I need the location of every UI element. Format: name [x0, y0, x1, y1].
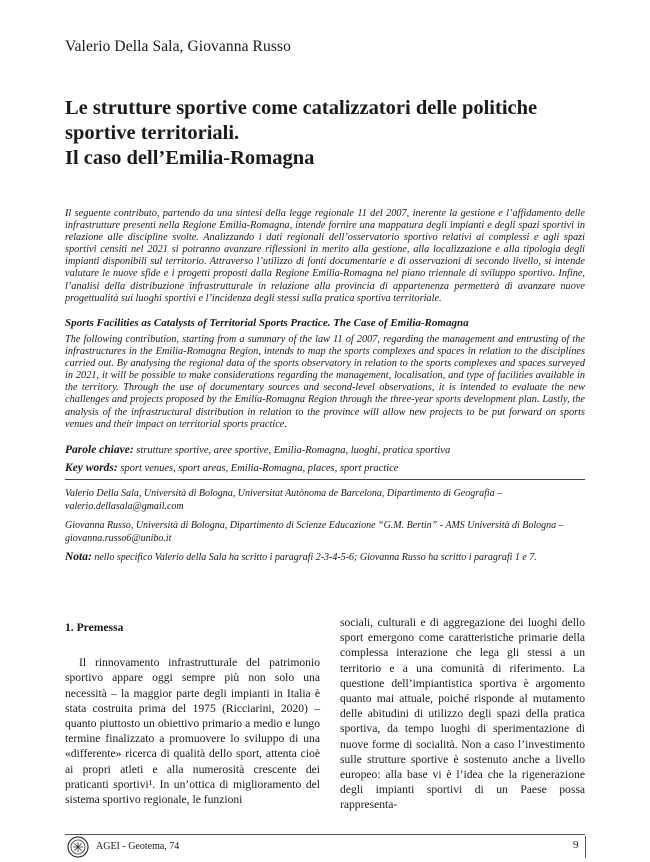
divider	[65, 479, 585, 480]
affiliation-1: Valerio Della Sala, Università di Bologna, Universitat Autònoma de Barcelona, Dipartimento di Geografia – valerio.dellasala@gmail.com	[65, 488, 503, 512]
body-column-right	[340, 615, 585, 813]
note-value: nello specifico Valerio della Sala ha scritto i paragrafi 2-3-4-5-6; Giovanna Russo ha scritto i paragrafi 1 e 7.	[94, 552, 537, 563]
body-paragraph: Il rinnovamento infrastrutturale del patrimonio sportivo appare oggi sempre più non solo una necessità – la maggior parte degli impianti in Italia è stata costruita prima del 1975 (Ricciarini, 2020) – quanto piuttosto un obiettivo primario a medio e lungo termine finalizzato a promuovere lo sviluppo di una «differente» ricerca di qualità dello sport, attenta cioè ai propri atleti e alla numerosità crescente dei praticanti sportivi¹. In un’ottica di miglioramento del sistema sportivo regionale, le funzioni	[65, 656, 320, 807]
body-paragraph-continued: sociali, culturali e di aggregazione dei luoghi dello sport emergono come caratteristiche primarie della complessa interazione che lega gli stessi a un territorio e a una comunità di riferimento. La questione dell’impiantistica sportiva è argomento quanto mai attuale, poiché risponde al mutamento delle abitudini di utilizzo degli spazi della pratica sportiva, da tempo luoghi di sperimentazione di nuove forme di socialità. Non a caso l’investimento sulle strutture sportive è sostenuto anche a livello europeo: alla base vi è l’idea che la rigenerazione degli impianti sportivi di un Paese possa rappresenta-	[340, 616, 585, 812]
article-title	[65, 96, 605, 171]
keywords-english-value: sport venues, sport areas, Emilia-Romagna, places, sport practice	[120, 462, 399, 474]
footer-separator	[585, 836, 586, 858]
english-title: Sports Facilities as Catalysts of Territorial Sports Practice. The Case of Emilia-Romagna	[65, 317, 469, 329]
keywords-english	[65, 460, 585, 478]
author-note	[65, 551, 585, 564]
keywords-italian-value: strutture sportive, aree sportive, Emilia-Romagna, luoghi, pratica sportiva	[136, 445, 451, 456]
keywords-italian	[65, 442, 585, 460]
keywords-english-label: Key words:	[65, 461, 118, 474]
section-heading: 1. Premessa	[65, 621, 124, 634]
note-label: Nota:	[65, 551, 92, 563]
journal-logo-icon	[67, 836, 89, 858]
affiliation-2: Giovanna Russo, Università di Bologna, Dipartimento di Scienze Educazione “G.M. Bertin” - AMS Università di Bologna – giovanna.russo6@unibo.it	[65, 520, 564, 544]
title-line-1: Le strutture sportive come catalizzatori delle politiche	[65, 97, 538, 119]
abstract-italian: Il seguente contributo, partendo da una sintesi della legge regionale 11 del 2007, inerente la gestione e l’affidamento delle infrastrutture presenti nella Regione Emilia-Romagna, intende fornire una mappatura degli impianti e degli spazi sportivi in relazione alle discipline svolte. Analizzando i dati regionali dell’osservatorio sportivo relativi ai complessi e agli spazi sportivi censiti nel 2021 si potranno avanzare riflessioni in merito alla gestione, alla localizzazione e alla tipologia degli impianti disponibili sul territorio. Attraverso l’utilizzo di fonti documentarie e di osservazioni di secondo livello, si intende valutare le nuove sfide e i progetti proposti dalla Regione Emilia-Romagna nel piano triennale di sviluppo sportivo. Infine, l’analisi della distribuzione infrastrutturale in relazione alla provincia di appartenenza permetterà di avanzare nuove progettualità sui luoghi sportivi e l’incidenza degli stessi sulla pratica sportiva territoriale.	[65, 208, 585, 304]
title-line-2: sportive territoriali.	[65, 122, 240, 144]
keywords-block	[65, 442, 585, 477]
affiliations-block	[65, 487, 585, 570]
page-number: 9	[573, 839, 579, 851]
abstract-english: The following contribution, starting from a summary of the law 11 of 2007, regarding the management and entrusting of the infrastructures in the Emilia-Romagna Region, intends to map the sports complexes and spaces in relation to the disciplines carried out. By analysing the regional data of the sports observatory in relation to the sports complexes and spaces surveyed in 2021, it will be possible to make considerations regarding the management, localisation, and type of facilities available in the territory. Through the use of documentary sources and second-level observations, it is intended to evaluate the new challenges and projects proposed by the Emilia-Romagna Region through the three-year sports development plan. Lastly, the analysis of the infrastructural distribution in relation to the province will allow new projects to be put forward on sports venues and their impact on territorial sports practice.	[65, 334, 585, 430]
footer-journal: AGEI - Geotema, 74	[96, 841, 180, 852]
running-header-authors: Valerio Della Sala, Giovanna Russo	[65, 38, 291, 55]
keywords-italian-label: Parole chiave:	[65, 444, 134, 456]
body-column-left	[65, 620, 320, 807]
footer-divider	[65, 834, 585, 835]
title-line-3: Il caso dell’Emilia-Romagna	[65, 147, 315, 169]
